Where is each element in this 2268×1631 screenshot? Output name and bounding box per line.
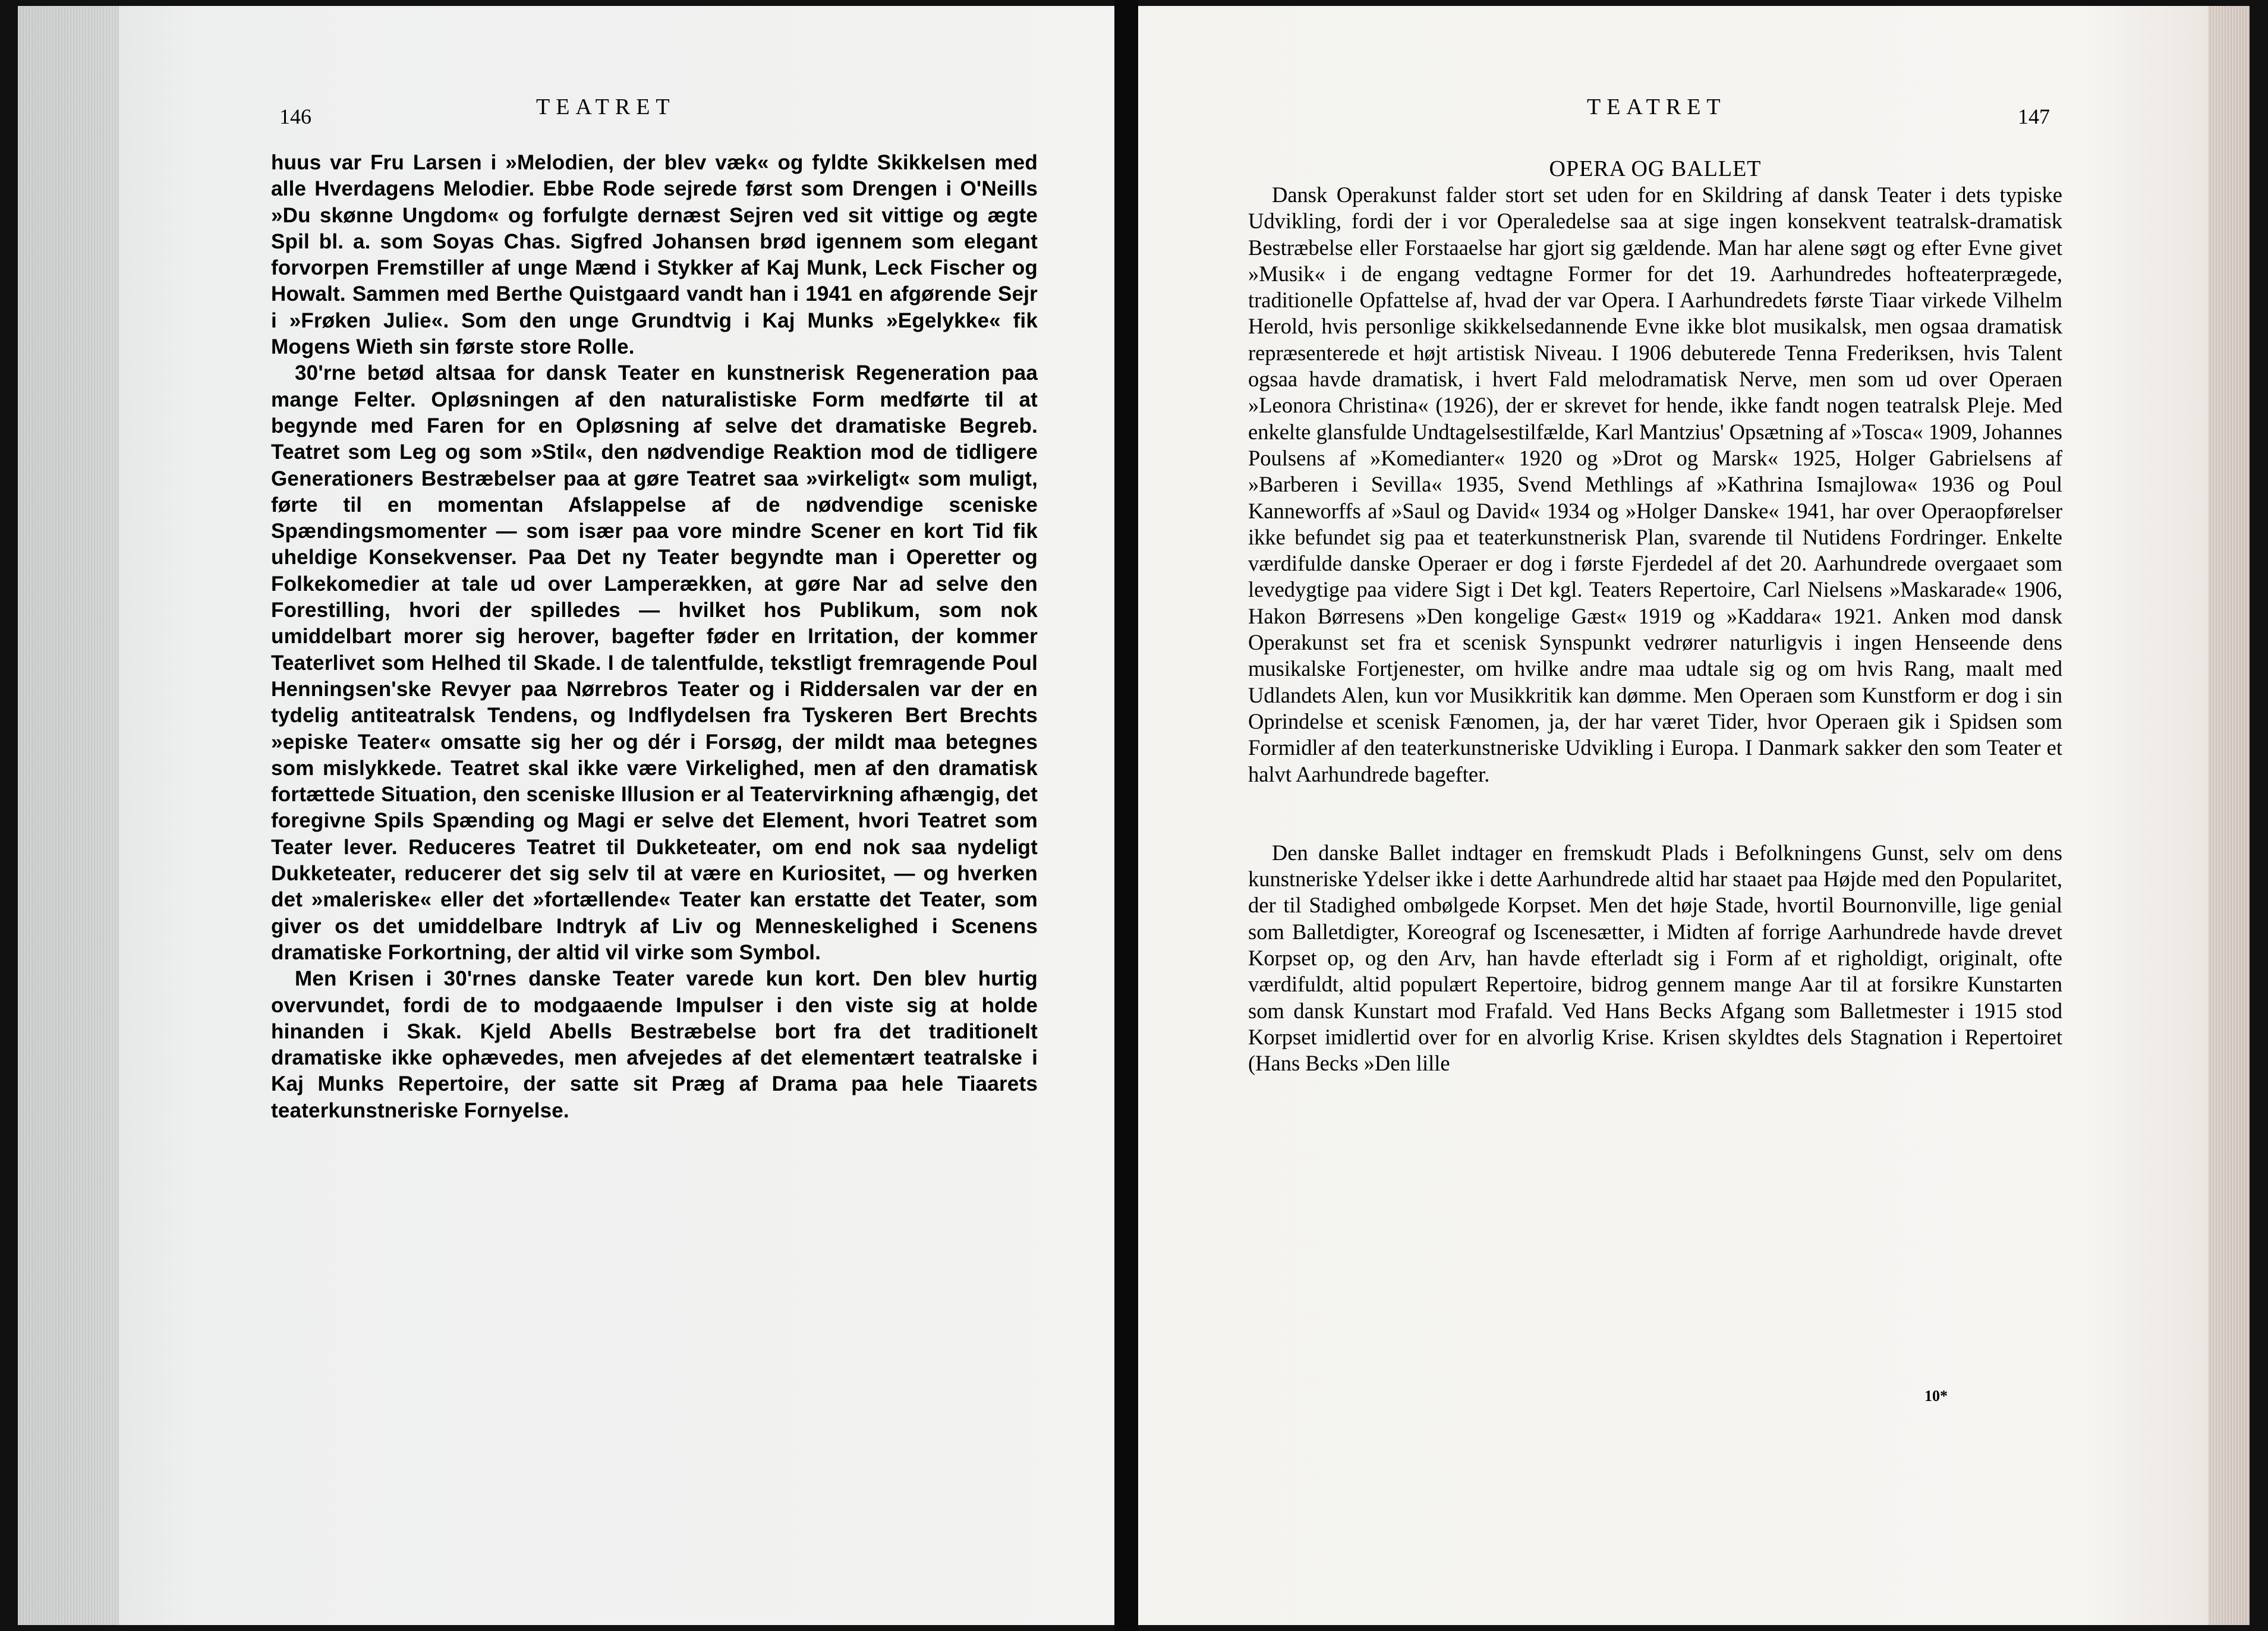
right-paragraph-2: Den danske Ballet indtager en fremskudt Plads i Befolkningens Gunst, selv om dens kunstneriske Ydelser ikke i dette Aarhundrede altid har staaet paa Højde med den Popularitet, der til Stadighed ombølgede Korpset. Men det høje Stade, hvortil Bournonville, lige genial som Balletdigter, Koreograf og Iscenesætter, i Midten af forrige Aarhundrede havde drevet Korpset op, og den Arv, han havde efterladt sig i Form af et righoldigt, originalt, ofte værdifuldt, altid populært Repertoire, bidrog gennem mange Aar til at forsikre Kunstarten som dansk Kunstart mod Frafald. Ved Hans Becks Afgang som Balletmester i 1915 stod Korpset imidlertid over for en alvorlig Krise. Krisen skyldtes dels Stagnation i Repertoiret (Hans Becks »Den lille xyxy=(1248,840,2062,1076)
book-gutter xyxy=(1114,0,1138,1631)
signature-mark: 10* xyxy=(1924,1387,1948,1405)
left-paragraph-3: Men Krisen i 30'rnes danske Teater varede kun kort. Den blev hurtig overvundet, fordi de to modgaaende Impulser i den viste sig at holde hinanden i Skak. Kjeld Abells Bestræbelse bort fra det traditionelt dramatiske ikke ophævedes, men afvejedes af det elementært teatralske i Kaj Munks Repertoire, der satte sit Præg af Drama paa hele Tiaarets teaterkunstneriske Fornyelse. xyxy=(271,967,1038,1122)
right-page-body xyxy=(1248,182,2062,1077)
section-title: OPERA OG BALLET xyxy=(1549,156,1762,181)
left-page-number: 146 xyxy=(279,105,311,128)
left-page-edge-decoration xyxy=(18,6,119,1625)
right-paragraph-1: Dansk Operakunst falder stort set uden for en Skildring af dansk Teater i dets typiske Udvikling, fordi der i vor Operaledelse saa at sige ingen konsekvent teatralsk-dramatisk Bestræbelse eller Forstaaelse har gjort sig gældende. Man har alene søgt og efter Evne givet »Musik« i de engang vedtagne Former for det 19. Aarhundredes hofteaterprægede, traditionelle Opfattelse af, hvad der var Opera. I Aarhundredets første Tiaar virkede Vilhelm Herold, hvis personlige skikkelsedannende Evne ikke blot musikalsk, men ogsaa dramatisk repræsenterede et højt artistisk Niveau. I 1906 debuterede Tenna Frederiksen, hvis Talent ogsaa havde dramatisk, i hvert Fald melodramatisk Nerve, men som ud over Operaen »Leonora Christina« (1926), der er skrevet for hende, ikke fandt nogen teatralsk Pleje. Med enkelte glansfulde Undtagelsestilfælde, Karl Mantzius' Opsætning af »Tosca« 1909, Johannes Poulsens af »Komedianter« 1920 og »Drot og Marsk« 1925, Holger Gabrielsens af »Barberen i Sevilla« 1935, Svend Methlings af »Kathrina Ismajlowa« 1936 og Poul Kanneworffs af »Saul og David« 1934 og »Holger Danske« 1941, har over Operaopførelser ikke befundet sig paa et teaterkunstnerisk Plan, svarende til Nutidens Fordringer. Enkelte værdifulde danske Operaer er dog i første Fjerdedel af det 20. Aarhundrede overgaaet som levedygtige paa videre Sigt i Det kgl. Teaters Repertoire, Carl Nielsens »Maskarade« 1906, Hakon Børresens »Den kongelige Gæst« 1919 og »Kaddara« 1921. Anken mod dansk Operakunst set fra et scenisk Synspunkt vedrører naturligvis i ingen Henseende dens musikalske Fortjenester, om hvilke andre maa udtale sig og om hvis Rang, maalt med Udlandets Alen, kun vor Musikkritik kan dømme. Men Operaen som Kunstform er dog i sin Oprindelse et scenisk Fænomen, ja, der har været Tider, hvor Operaen gik i Spidsen som Formidler af den teaterkunstneriske Udvikling i Europa. I Danmark sakker den som Teater et halvt Aarhundrede bagefter. xyxy=(1248,182,2062,786)
left-paragraph-1: huus var Fru Larsen i »Melodien, der blev væk« og fyldte Skikkelsen med alle Hverdagens Melodier. Ebbe Rode sejrede først som Drengen i O'Neills »Du skønne Ungdom« og forfulgte dernæst Sejren ved sit vittige og ægte Spil bl. a. som Soyas Chas. Sigfred Johansen brød igennem som elegant forvorpen Fremstiller af unge Mænd i Stykker af Kaj Munk, Leck Fischer og Howalt. Sammen med Berthe Quistgaard vandt han i 1941 en afgørende Sejr i »Frøken Julie«. Som den unge Grundtvig i Kaj Munks »Egelykke« fik Mogens Wieth sin første store Rolle. xyxy=(271,151,1038,359)
left-paragraph-2: 30'rne betød altsaa for dansk Teater en kunstnerisk Regeneration paa mange Felter. Opløsningen af den naturalistiske Form medførte til at begynde med Faren for en Opløsning af selve det dramatiske Begreb. Teatret som Leg og som »Stil«, den nødvendige Reaktion mod de tidligere Generationers Bestræbelser paa at gøre Teatret saa »virkeligt« som muligt, førte til en momentan Afslappelse af de nødvendige sceniske Spændingsmomenter — som især paa vore mindre Scener en kort Tid fik uheldige Konsekvenser. Paa Det ny Teater begyndte man i Operetter og Folkekomedier at tale ud over Lamperækken, at gøre Nar ad selve den Forestilling, hvori der spilledes — hvilket hos Publikum, som nok umiddelbart morer sig herover, bagefter føder en Irritation, der kommer Teaterlivet som Helhed til Skade. I de talentfulde, tekstligt fremragende Poul Henningsen'ske Revyer paa Nørrebros Teater og i Riddersalen var der en tydelig antiteatralsk Tendens, og Indflydelsen fra Tyskeren Bert Brechts »episke Teater« omsatte sig her og dér i Forsøg, der mildt maa betegnes som mislykkede. Teatret skal ikke være Virkelighed, men af den dramatisk fortættede Situation, den sceniske Illusion er al Teatervirkning afhængig, det foregivne Spils Spænding og Magi er selve det Element, hvori Teatret som Teater lever. Reduceres Teatret til Dukketeater, om end nok saa nydeligt Dukketeater, reducerer det sig selv til at være en Kuriositet, — og hverken det »maleriske« eller det »fortællende« Teater kan erstatte det Teater, som giver os det umiddelbare Indtryk af Liv og Menneskelighed i Scenens dramatiske Forkortning, der altid vil virke som Symbol. xyxy=(271,361,1038,964)
left-page-body xyxy=(271,150,1038,1124)
right-page-edge-decoration xyxy=(2208,6,2250,1625)
right-page-number: 147 xyxy=(2018,105,2050,128)
right-running-header: TEATRET xyxy=(1587,95,1727,119)
left-running-header: TEATRET xyxy=(536,95,676,119)
